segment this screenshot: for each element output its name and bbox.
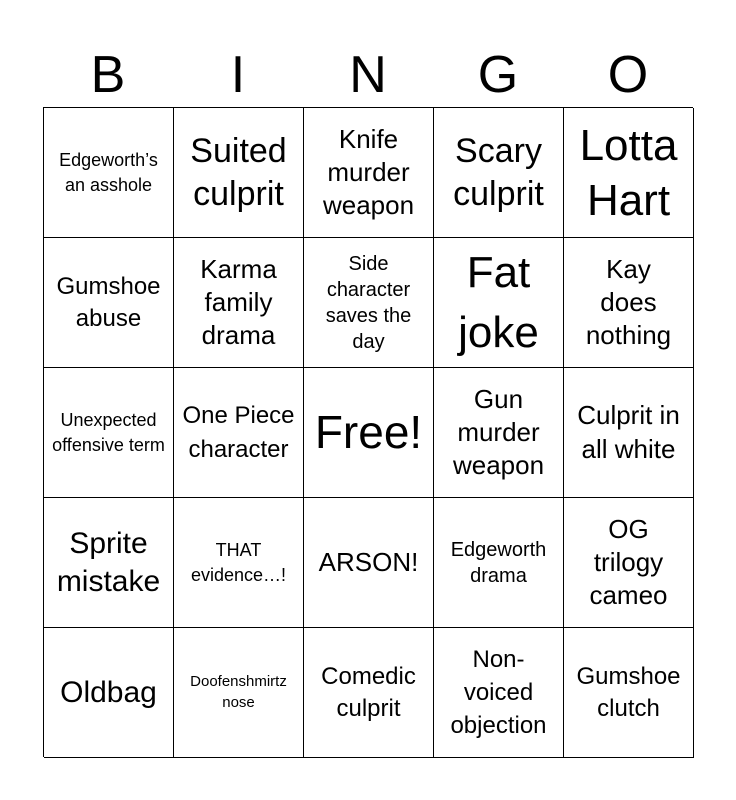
cell-label: ARSON! — [318, 546, 419, 577]
cell-label: Unexpected offensive term — [52, 410, 165, 455]
bingo-cell[interactable] — [304, 498, 434, 628]
bingo-cell-free[interactable] — [304, 368, 434, 498]
bingo-cell[interactable] — [564, 108, 694, 238]
cell-label: Comedic culprit — [321, 663, 416, 722]
cell-label: Gun murder weapon — [452, 383, 545, 481]
bingo-cell[interactable] — [304, 628, 434, 758]
cell-label: Edgeworth’s an asshole — [59, 150, 158, 195]
cell-label: Fat joke — [458, 248, 539, 357]
header-letter-b: B — [90, 46, 126, 104]
bingo-cell[interactable] — [174, 628, 304, 758]
bingo-cell[interactable] — [174, 368, 304, 498]
bingo-cell[interactable] — [304, 238, 434, 368]
bingo-cell[interactable] — [564, 628, 694, 758]
cell-label: Side character saves the day — [325, 252, 412, 353]
bingo-cell[interactable] — [564, 238, 694, 368]
header-letter-n: N — [349, 46, 387, 104]
cell-label: Non-voiced objection — [450, 645, 547, 740]
cell-label: Gumshoe clutch — [576, 663, 681, 722]
bingo-header — [43, 40, 693, 110]
cell-label: Gumshoe abuse — [56, 273, 161, 332]
cell-label: Oldbag — [60, 675, 157, 709]
cell-label: Karma family drama — [200, 253, 277, 351]
bingo-cell[interactable] — [304, 108, 434, 238]
bingo-cell[interactable] — [564, 498, 694, 628]
cell-label: Knife murder weapon — [322, 123, 415, 221]
bingo-cell[interactable] — [44, 238, 174, 368]
cell-label: One Piece character — [182, 402, 295, 463]
bingo-cell[interactable] — [174, 498, 304, 628]
cell-label: Doofenshmirtz nose — [190, 673, 287, 711]
bingo-cell[interactable] — [44, 108, 174, 238]
bingo-cell[interactable] — [174, 108, 304, 238]
cell-label: Culprit in all white — [577, 400, 680, 464]
bingo-cell[interactable] — [434, 498, 564, 628]
bingo-cell[interactable] — [44, 628, 174, 758]
bingo-cell[interactable] — [564, 368, 694, 498]
bingo-grid — [43, 107, 693, 757]
cell-label: Lotta Hart — [579, 120, 678, 225]
bingo-cell[interactable] — [434, 628, 564, 758]
cell-label: Sprite mistake — [56, 527, 161, 598]
bingo-cell[interactable] — [174, 238, 304, 368]
bingo-cell[interactable] — [434, 368, 564, 498]
bingo-cell[interactable] — [44, 368, 174, 498]
cell-label: Free! — [314, 405, 423, 458]
cell-label: Suited culprit — [190, 132, 287, 213]
bingo-cell[interactable] — [44, 498, 174, 628]
bingo-cell[interactable] — [434, 238, 564, 368]
header-letter-g: G — [477, 46, 519, 104]
cell-label: OG trilogy cameo — [589, 513, 668, 611]
cell-label: Edgeworth drama — [450, 538, 547, 587]
cell-label: Kay does nothing — [585, 253, 672, 351]
header-letter-i: I — [230, 46, 246, 104]
cell-label: THAT evidence…! — [190, 540, 287, 585]
header-letter-o: O — [607, 46, 649, 104]
bingo-cell[interactable] — [434, 108, 564, 238]
cell-label: Scary culprit — [453, 132, 544, 213]
